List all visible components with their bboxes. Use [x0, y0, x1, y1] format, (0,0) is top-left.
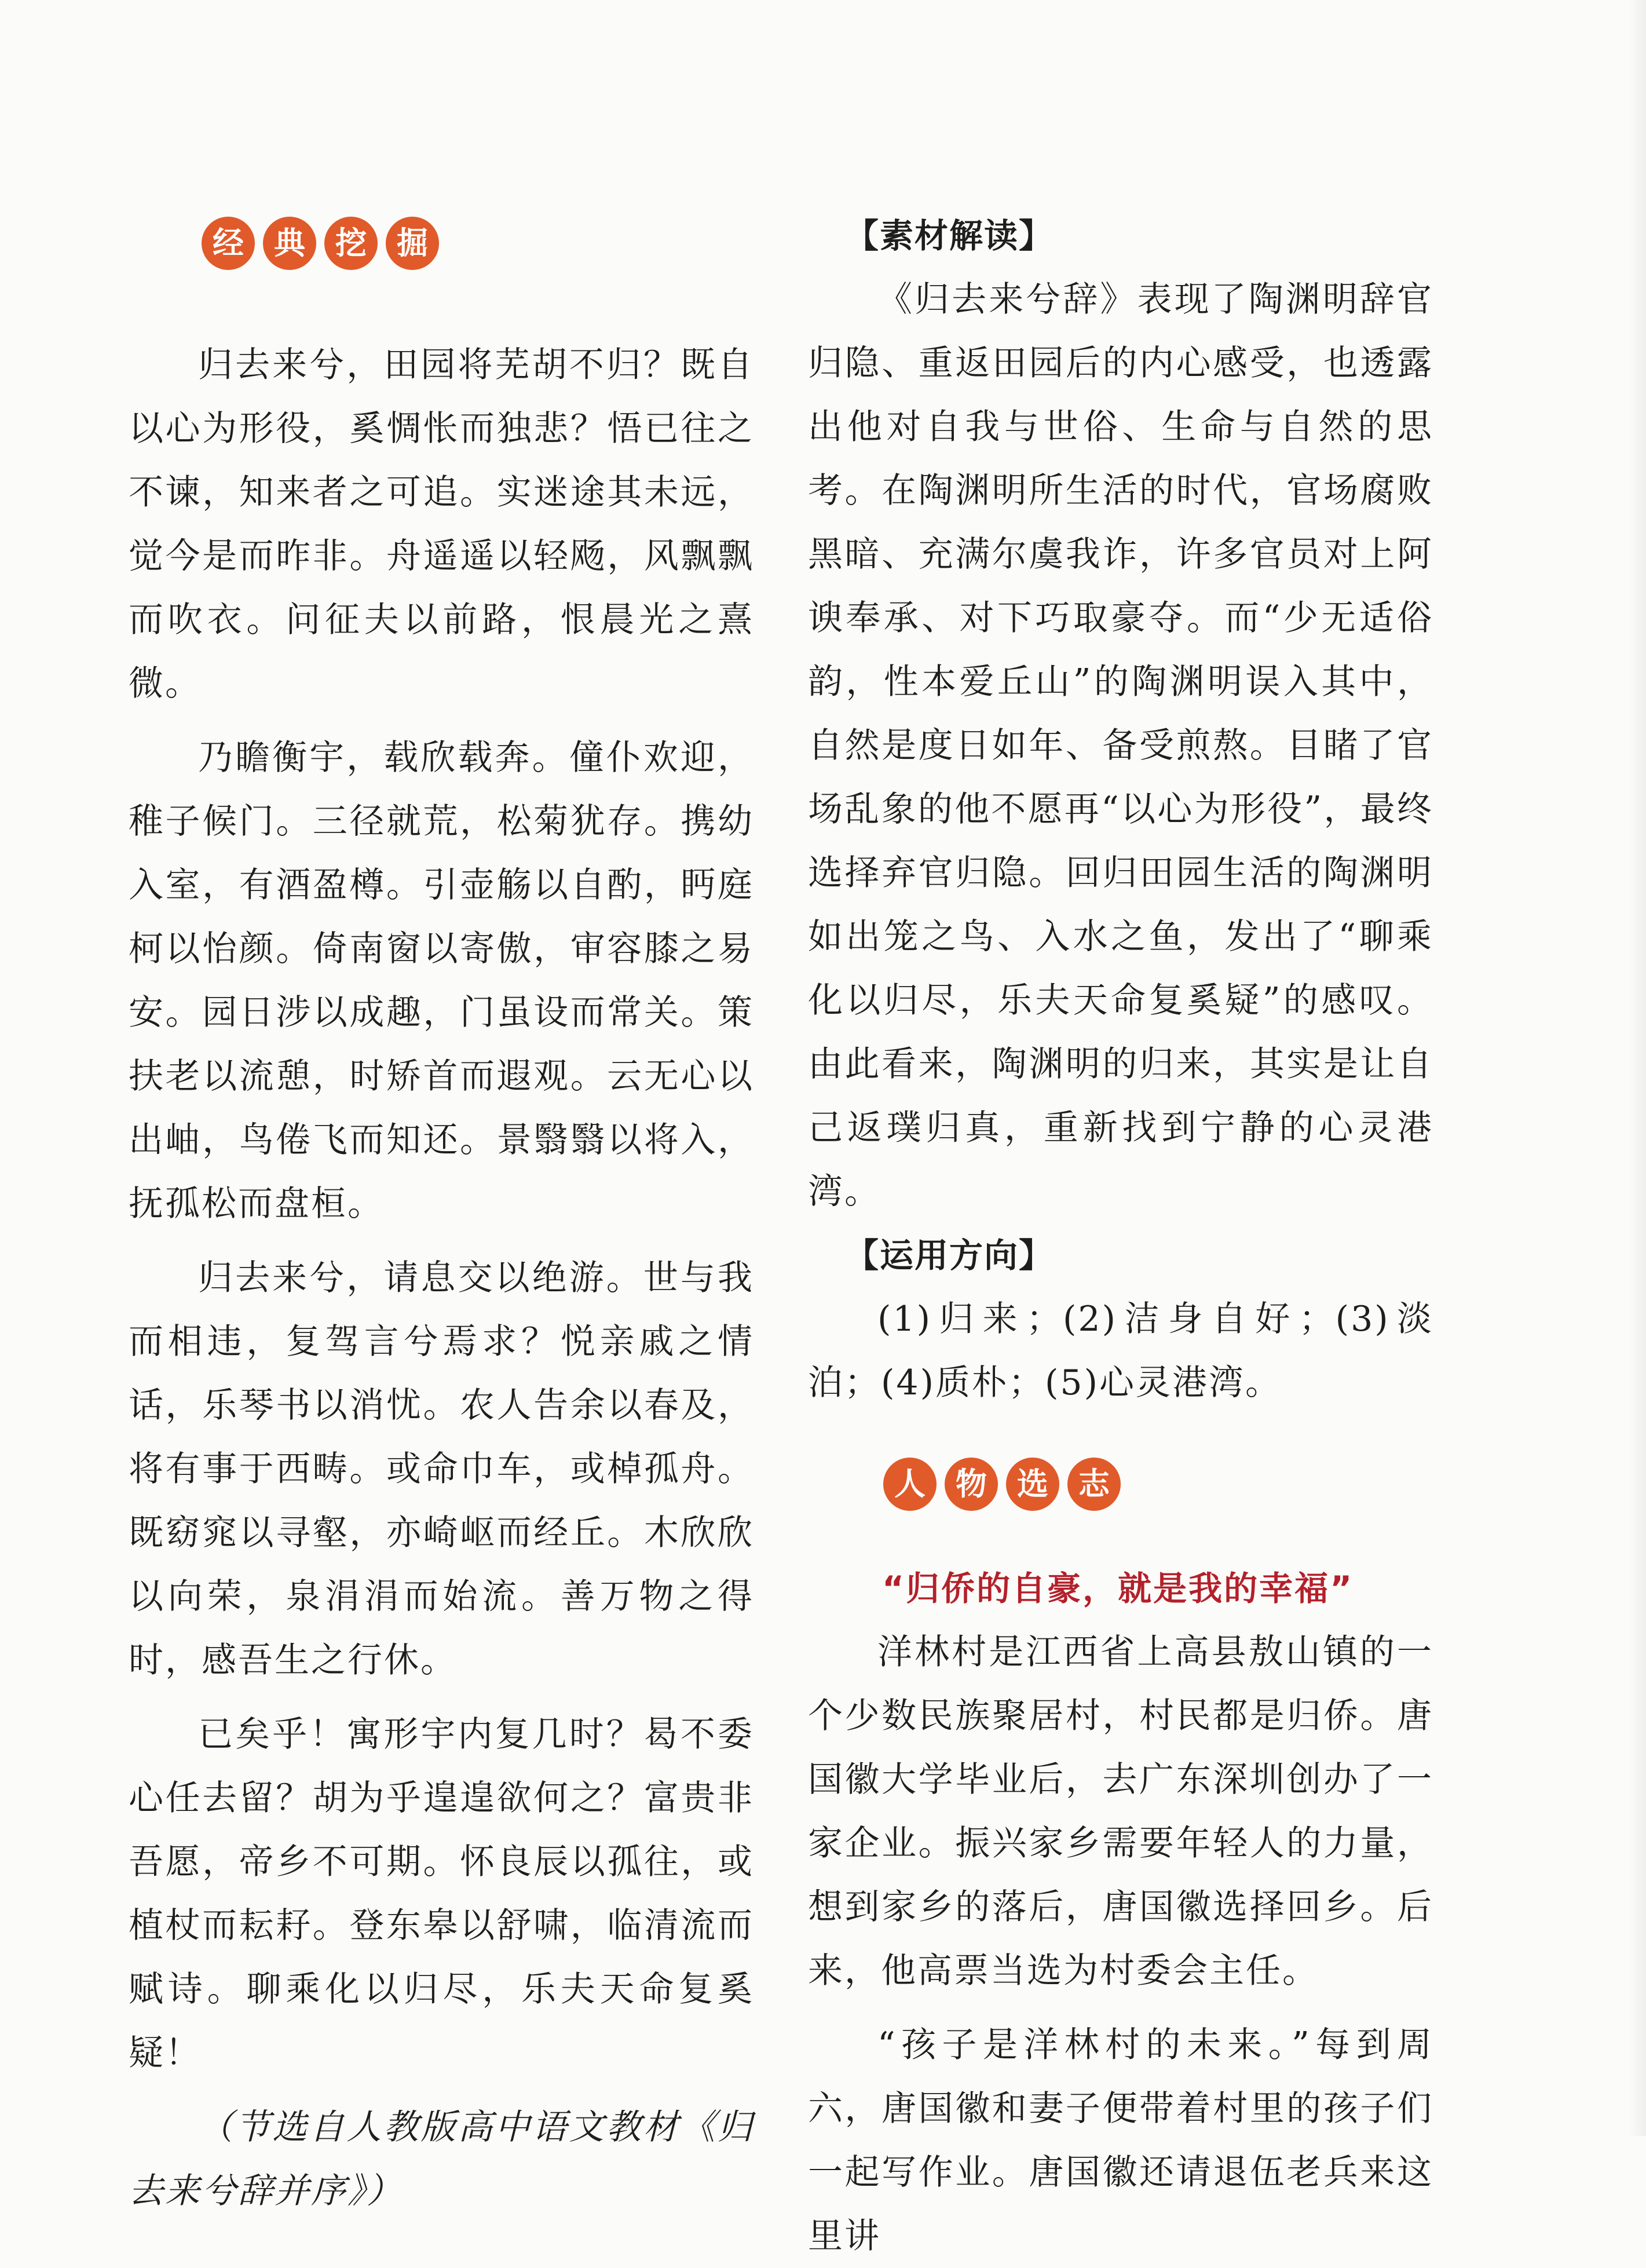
story-title: “归侨的自豪，就是我的幸福”	[882, 1569, 1354, 1608]
poem-paragraph: 归去来兮，请息交以绝游。世与我而相违，复驾言兮焉求？悦亲戚之情话，乐琴书以消忧。农人告余以春及，将有事于西畴。或命巾车，或棹孤舟。既窈窕以寻壑，亦崎岖而经丘。木欣欣以向荣，泉涓涓而始流。善万物之得时，感吾生之行休。	[129, 1258, 754, 1681]
badge-char: 经	[202, 217, 255, 270]
badge-char: 志	[1067, 1458, 1121, 1511]
source-note: （节选自人教版高中语文教材《归去来兮辞并序》）	[129, 2107, 754, 2211]
story-paragraph: “孩子是洋林村的未来。”每到周六，唐国徽和妻子便带着村里的孩子们一起写作业。唐国徽还请退伍老兵来这里讲	[808, 2025, 1433, 2256]
poem-paragraph: 乃瞻衡宇，载欣载奔。僮仆欢迎，稚子候门。三径就荒，松菊犹存。携幼入室，有酒盈樽。引壶觞以自酌，眄庭柯以怡颜。倚南窗以寄傲，审容膝之易安。园日涉以成趣，门虽设而常关。策扶老以流憩，时矫首而遐观。云无心以出岫，鸟倦飞而知还。景翳翳以将入，抚孤松而盘桓。	[129, 737, 754, 1224]
section-badge-classic	[202, 211, 754, 275]
usage-text: (1)归来；(2)洁身自好；(3)淡泊；(4)质朴；(5)心灵港湾。	[808, 1299, 1433, 1403]
badge-char: 典	[263, 217, 316, 270]
section-badge-people	[883, 1452, 1433, 1516]
right-column	[808, 204, 1433, 2268]
usage-heading: 【运用方向】	[845, 1236, 1054, 1275]
badge-char: 物	[945, 1458, 998, 1511]
page-edge-shadow	[1629, 0, 1646, 2136]
material-heading: 【素材解读】	[845, 216, 1054, 255]
story-paragraph: 洋林村是江西省上高县敖山镇的一个少数民族聚居村，村民都是归侨。唐国徽大学毕业后，去广东深圳创办了一家企业。振兴家乡需要年轻人的力量，想到家乡的落后，唐国徽选择回乡。后来，他高票当选为村委会主任。	[808, 1632, 1433, 1991]
badge-char: 选	[1006, 1458, 1059, 1511]
left-column	[129, 211, 754, 2223]
badge-char: 人	[883, 1458, 937, 1511]
badge-char: 挖	[324, 217, 378, 270]
material-text: 《归去来兮辞》表现了陶渊明辞官归隐、重返田园后的内心感受，也透露出他对自我与世俗、生命与自然的思考。在陶渊明所生活的时代，官场腐败黑暗、充满尔虞我诈，许多官员对上阿谀奉承、对下巧取豪夺。而“少无适俗韵，性本爱丘山”的陶渊明误入其中，自然是度日如年、备受煎熬。目睹了官场乱象的他不愿再“以心为形役”，最终选择弃官归隐。回归田园生活的陶渊明如出笼之鸟、入水之鱼，发出了“聊乘化以归尽，乐夫天命复奚疑”的感叹。由此看来，陶渊明的归来，其实是让自己返璞归真，重新找到宁静的心灵港湾。	[808, 279, 1433, 1212]
poem-paragraph: 归去来兮，田园将芜胡不归？既自以心为形役，奚惆怅而独悲？悟已往之不谏，知来者之可追。实迷途其未远，觉今是而昨非。舟遥遥以轻飏，风飘飘而吹衣。问征夫以前路，恨晨光之熹微。	[129, 345, 754, 704]
poem-paragraph: 已矣乎！寓形宇内复几时？曷不委心任去留？胡为乎遑遑欲何之？富贵非吾愿，帝乡不可期。怀良辰以孤往，或植杖而耘耔。登东皋以舒啸，临清流而赋诗。聊乘化以归尽，乐夫天命复奚疑！	[129, 1714, 754, 2073]
badge-char: 掘	[386, 217, 439, 270]
